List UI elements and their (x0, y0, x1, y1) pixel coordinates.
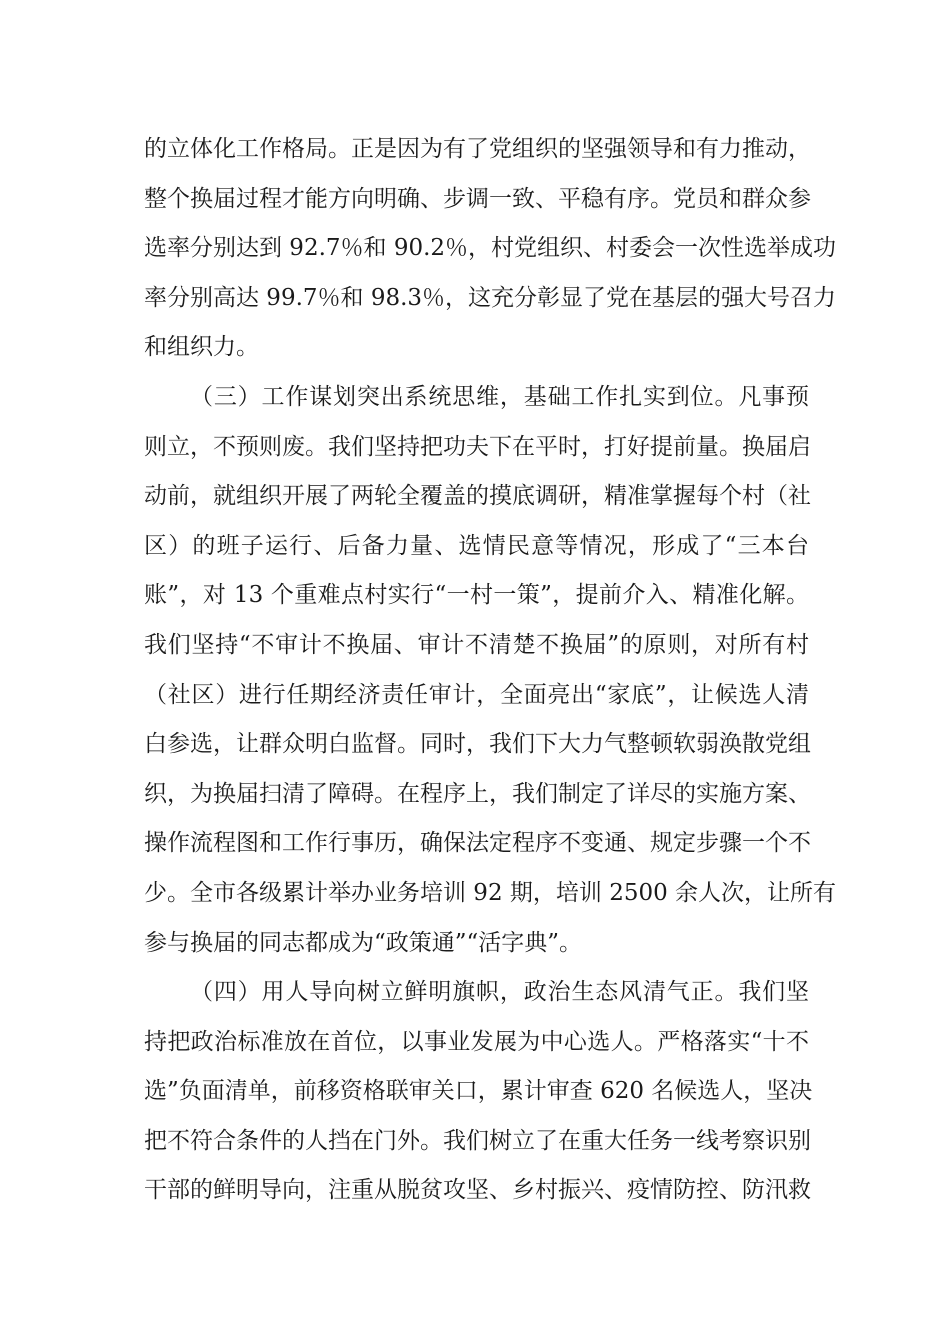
paragraph-2-line-11: 少。全市各级累计举办业务培训 92 期，培训 2500 余人次，让所有 (144, 879, 837, 906)
paragraph-2-line-8: 白参选，让群众明白监督。同时，我们下大力气整顿软弱涣散党组 (144, 731, 811, 758)
paragraph-3-line-1: （四）用人导向树立鲜明旗帜，政治生态风清气正。我们坚 (190, 979, 809, 1006)
paragraph-2-line-3: 动前，就组织开展了两轮全覆盖的摸底调研，精准掌握每个村（社 (144, 483, 811, 510)
paragraph-2-line-1: （三）工作谋划突出系统思维，基础工作扎实到位。凡事预 (190, 383, 809, 410)
paragraph-3-line-5: 干部的鲜明导向，注重从脱贫攻坚、乡村振兴、疫情防控、防汛救 (144, 1177, 811, 1204)
paragraph-2-line-6: 我们坚持“不审计不换届、审计不清楚不换届”的原则，对所有村 (144, 631, 809, 658)
paragraph-2-line-2: 则立，不预则废。我们坚持把功夫下在平时，打好提前量。换届启 (144, 433, 811, 460)
paragraph-2-line-10: 操作流程图和工作行事历，确保法定程序不变通、规定步骤一个不 (144, 830, 811, 857)
paragraph-2-line-12: 参与换届的同志都成为“政策通”“活字典”。 (144, 929, 583, 956)
paragraph-1-line-2: 整个换届过程才能方向明确、步调一致、平稳有序。党员和群众参 (144, 185, 811, 212)
document-body (144, 125, 837, 1216)
paragraph-3-line-3: 选”负面清单，前移资格联审关口，累计审查 620 名候选人，坚决 (144, 1078, 813, 1105)
paragraph-2-line-9: 织，为换届扫清了障碍。在程序上，我们制定了详尽的实施方案、 (144, 780, 811, 807)
paragraph-2-line-4: 区）的班子运行、后备力量、选情民意等情况，形成了“三本台 (144, 532, 809, 559)
paragraph-3-line-2: 持把政治标准放在首位，以事业发展为中心选人。严格落实“十不 (144, 1028, 809, 1055)
paragraph-1-line-5: 和组织力。 (144, 334, 259, 361)
paragraph-1-line-1: 的立体化工作格局。正是因为有了党组织的坚强领导和有力推动， (144, 136, 811, 162)
paragraph-3-line-4: 把不符合条件的人挡在门外。我们树立了在重大任务一线考察识别 (144, 1127, 811, 1154)
paragraph-1-line-4: 率分别高达 99.7％和 98.3％，这充分彰显了党在基层的强大号召力 (144, 284, 837, 311)
paragraph-2-line-5: 账”，对 13 个重难点村实行“一村一策”，提前介入、精准化解。 (144, 582, 809, 609)
paragraph-1-line-3: 选率分别达到 92.7％和 90.2％，村党组织、村委会一次性选举成功 (144, 235, 837, 262)
paragraph-2-line-7: （社区）进行任期经济责任审计，全面亮出“家底”，让候选人清 (144, 681, 809, 708)
